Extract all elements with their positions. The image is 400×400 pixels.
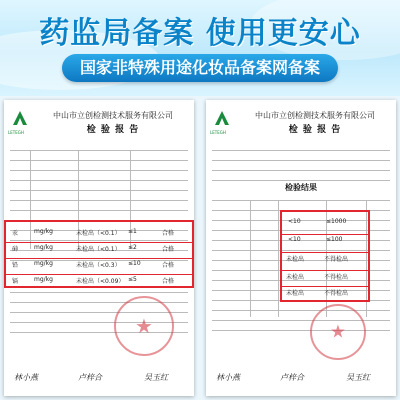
official-seal-stamp: ★ [310,304,366,360]
letegh-logo-icon [212,108,232,128]
org-name: 中山市立创检测技术服务有限公司 [255,111,375,120]
highlighted-results-box: 汞 mg/kg 未检出（<0.1） ≤1 合格 砷 mg/kg 未检出（<0.1） ≤2 合格 铅 mg/kg 未检出（<0.3） ≤10 合格 镉 mg/kg 未检出（<0.09） ≤5 合格 [4,220,194,288]
test-report-right [206,100,396,396]
results-section-title: 检验结果 [285,182,317,192]
signature-reviewer: 卢梓合 [78,373,102,382]
official-seal-stamp: ★ [114,296,174,356]
report-title: 检 验 报 告 [288,125,342,135]
logo-text: LETEGH [8,130,24,135]
highlighted-results-box: <10 ≤1000 <10 ≤100 未检出 不得检出 未检出 不得检出 未检出 不得检出 [280,210,370,302]
org-name: 中山市立创检测技术服务有限公司 [53,111,173,120]
letegh-logo-icon [10,108,30,128]
subtitle-pill: 国家非特殊用途化妆品备案网备案 [62,54,338,82]
logo-text: LETEGH [210,130,226,135]
top-banner [0,0,400,96]
signature-inspector: 林小燕 [14,373,38,382]
signature-approver: 吴玉红 [346,373,370,382]
report-title: 检 验 报 告 [86,125,140,135]
headline: 药监局备案 使用更安心 [39,16,361,51]
report-info-table [212,150,390,181]
test-report-left [4,100,194,396]
signature-approver: 吴玉红 [144,373,168,382]
signature-reviewer: 卢梓合 [280,373,304,382]
signature-inspector: 林小燕 [216,373,240,382]
